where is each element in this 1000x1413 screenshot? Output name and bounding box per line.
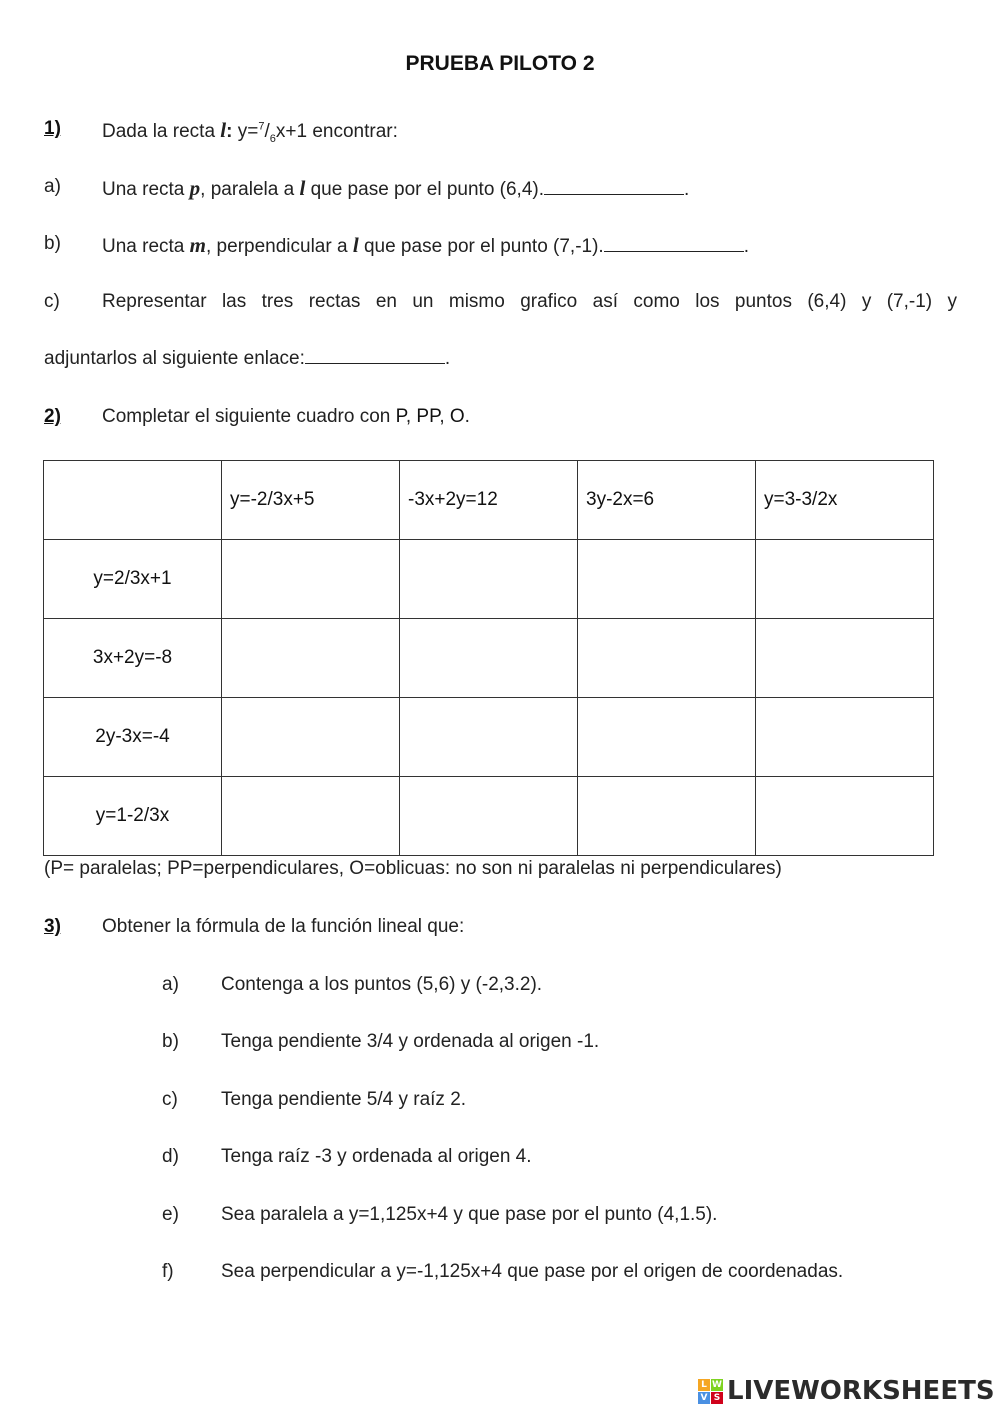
q1a-var-l: l [299, 176, 306, 200]
q3-item-label: e) [162, 1204, 179, 1225]
q1a-post: que pase por el punto (6,4). [305, 179, 545, 200]
q1-eq-post: x+1 encontrar: [275, 121, 398, 142]
comparison-table [43, 460, 934, 856]
q1-var-l: l [220, 118, 227, 142]
q1b-var-m: m [189, 233, 206, 257]
table-row-header: 3x+2y=-8 [44, 619, 222, 698]
table-row [44, 698, 934, 777]
liveworksheets-logo [698, 1376, 995, 1406]
question-2-number: 2) [44, 406, 61, 427]
question-1-number: 1) [44, 118, 61, 139]
q3-item-text: Tenga pendiente 5/4 y raíz 2. [221, 1089, 467, 1110]
q2-code-p: P [395, 406, 406, 427]
q3-item-text: Sea perpendicular a y=-1,125x+4 que pase por el origen de coordenadas. [221, 1261, 844, 1282]
q1b-label: b) [44, 233, 61, 254]
table-row [44, 540, 934, 619]
q1b-var-l: l [352, 233, 359, 257]
q1a-mid: , paralela a [200, 179, 300, 200]
logo-mark-letter: S [711, 1392, 723, 1404]
q3-item-label: d) [162, 1146, 179, 1167]
q1c-answer-blank[interactable] [305, 349, 445, 364]
table-header-cell: -3x+2y=12 [400, 461, 578, 540]
q3-item-label: b) [162, 1031, 179, 1052]
q3-item-text: Tenga raíz -3 y ordenada al origen 4. [221, 1146, 532, 1167]
question-3-number: 3) [44, 916, 61, 937]
table-answer-cell[interactable] [578, 698, 756, 777]
table-row-header: 2y-3x=-4 [44, 698, 222, 777]
q2-code-o: O [449, 406, 465, 427]
table-header-cell: 3y-2x=6 [578, 461, 756, 540]
q2-text-pre: Completar el siguiente cuadro con [102, 406, 396, 427]
q1b-post: que pase por el punto (7,-1). [358, 236, 604, 257]
question-2-text [102, 406, 470, 428]
liveworksheets-logo-icon [698, 1379, 723, 1404]
q1a-label: a) [44, 176, 61, 197]
q1-frac-den: 6 [269, 132, 276, 145]
table-answer-cell[interactable] [578, 540, 756, 619]
q1-frac-num: 7 [258, 120, 265, 133]
table-header-row [44, 461, 934, 540]
table-row-header: y=1-2/3x [44, 777, 222, 856]
table-answer-cell[interactable] [222, 698, 400, 777]
table-answer-cell[interactable] [222, 540, 400, 619]
legend-code-o: O [349, 858, 365, 879]
q2-code-pp: PP [416, 406, 440, 427]
q1a-text [102, 176, 689, 201]
legend-open: ( [44, 858, 51, 879]
table-header-cell: y=3-3/2x [756, 461, 934, 540]
table-answer-cell[interactable] [756, 540, 934, 619]
table-row [44, 619, 934, 698]
table-header-cell: y=-2/3x+5 [222, 461, 400, 540]
q3-item-text: Sea paralela a y=1,125x+4 y que pase por el punto (4,1.5). [221, 1204, 718, 1225]
table-answer-cell[interactable] [578, 619, 756, 698]
q1a-answer-blank[interactable] [544, 180, 684, 195]
table-answer-cell[interactable] [578, 777, 756, 856]
q2-end: . [464, 406, 470, 427]
question-1-intro [102, 118, 398, 145]
q1-colon: : [226, 121, 233, 142]
logo-mark-letter: L [698, 1379, 710, 1391]
q1a-pre: Una recta [102, 179, 190, 200]
q1-intro-pre: Dada la recta [102, 121, 221, 142]
table-answer-cell[interactable] [756, 698, 934, 777]
table-answer-cell[interactable] [400, 540, 578, 619]
q1c-label: c) [44, 291, 60, 312]
legend-text-o: =oblicuas: no son ni paralelas ni perpendiculares) [364, 858, 782, 879]
q1c-line2-text: adjuntarlos al siguiente enlace: [44, 348, 305, 369]
q3-item-label: a) [162, 974, 179, 995]
q3-item-text: Contenga a los puntos (5,6) y (-2,3.2). [221, 974, 543, 995]
legend-code-p: P [50, 858, 64, 879]
q3-item-label: f) [162, 1261, 174, 1282]
table-corner-cell [44, 461, 222, 540]
q1b-text [102, 233, 749, 258]
q2-sep-2: , [439, 406, 450, 427]
question-3-text: Obtener la fórmula de la función lineal que: [102, 916, 465, 937]
legend-text-pp: =perpendiculares, [192, 858, 350, 879]
logo-mark-letter: W [712, 1379, 722, 1390]
page-title: PRUEBA PILOTO 2 [405, 52, 595, 75]
q1b-pre: Una recta [102, 236, 190, 257]
q3-item-label: c) [162, 1089, 178, 1110]
q1b-mid: , perpendicular a [206, 236, 353, 257]
logo-mark-letter: V [698, 1392, 710, 1404]
q1-frac-slash: / [264, 121, 270, 142]
table-answer-cell[interactable] [756, 619, 934, 698]
q1a-end: . [684, 179, 690, 200]
q1-eq-pre: y= [232, 121, 259, 142]
table-row [44, 777, 934, 856]
q3-item-text: Tenga pendiente 3/4 y ordenada al origen -1. [221, 1031, 600, 1052]
legend-text-p: = paralelas; [63, 858, 168, 879]
table-row-header: y=2/3x+1 [44, 540, 222, 619]
table-answer-cell[interactable] [222, 777, 400, 856]
q1b-answer-blank[interactable] [604, 237, 744, 252]
table-answer-cell[interactable] [400, 777, 578, 856]
q1b-end: . [743, 236, 749, 257]
q1c-line-1: Representar las tres rectas en un mismo grafico así como los puntos (6,4) y (7,-1) y [102, 291, 957, 312]
table-answer-cell[interactable] [400, 619, 578, 698]
table-answer-cell[interactable] [222, 619, 400, 698]
legend-code-pp: PP [167, 858, 193, 879]
liveworksheets-logo-text: LIVEWORKSHEETS [727, 1376, 995, 1406]
q1a-var-p: p [189, 176, 201, 200]
table-legend [44, 858, 782, 880]
q2-sep-1: , [405, 406, 417, 427]
table-answer-cell[interactable] [400, 698, 578, 777]
q1c-line-2 [44, 348, 450, 370]
table-answer-cell[interactable] [756, 777, 934, 856]
q1c-end: . [444, 348, 451, 369]
